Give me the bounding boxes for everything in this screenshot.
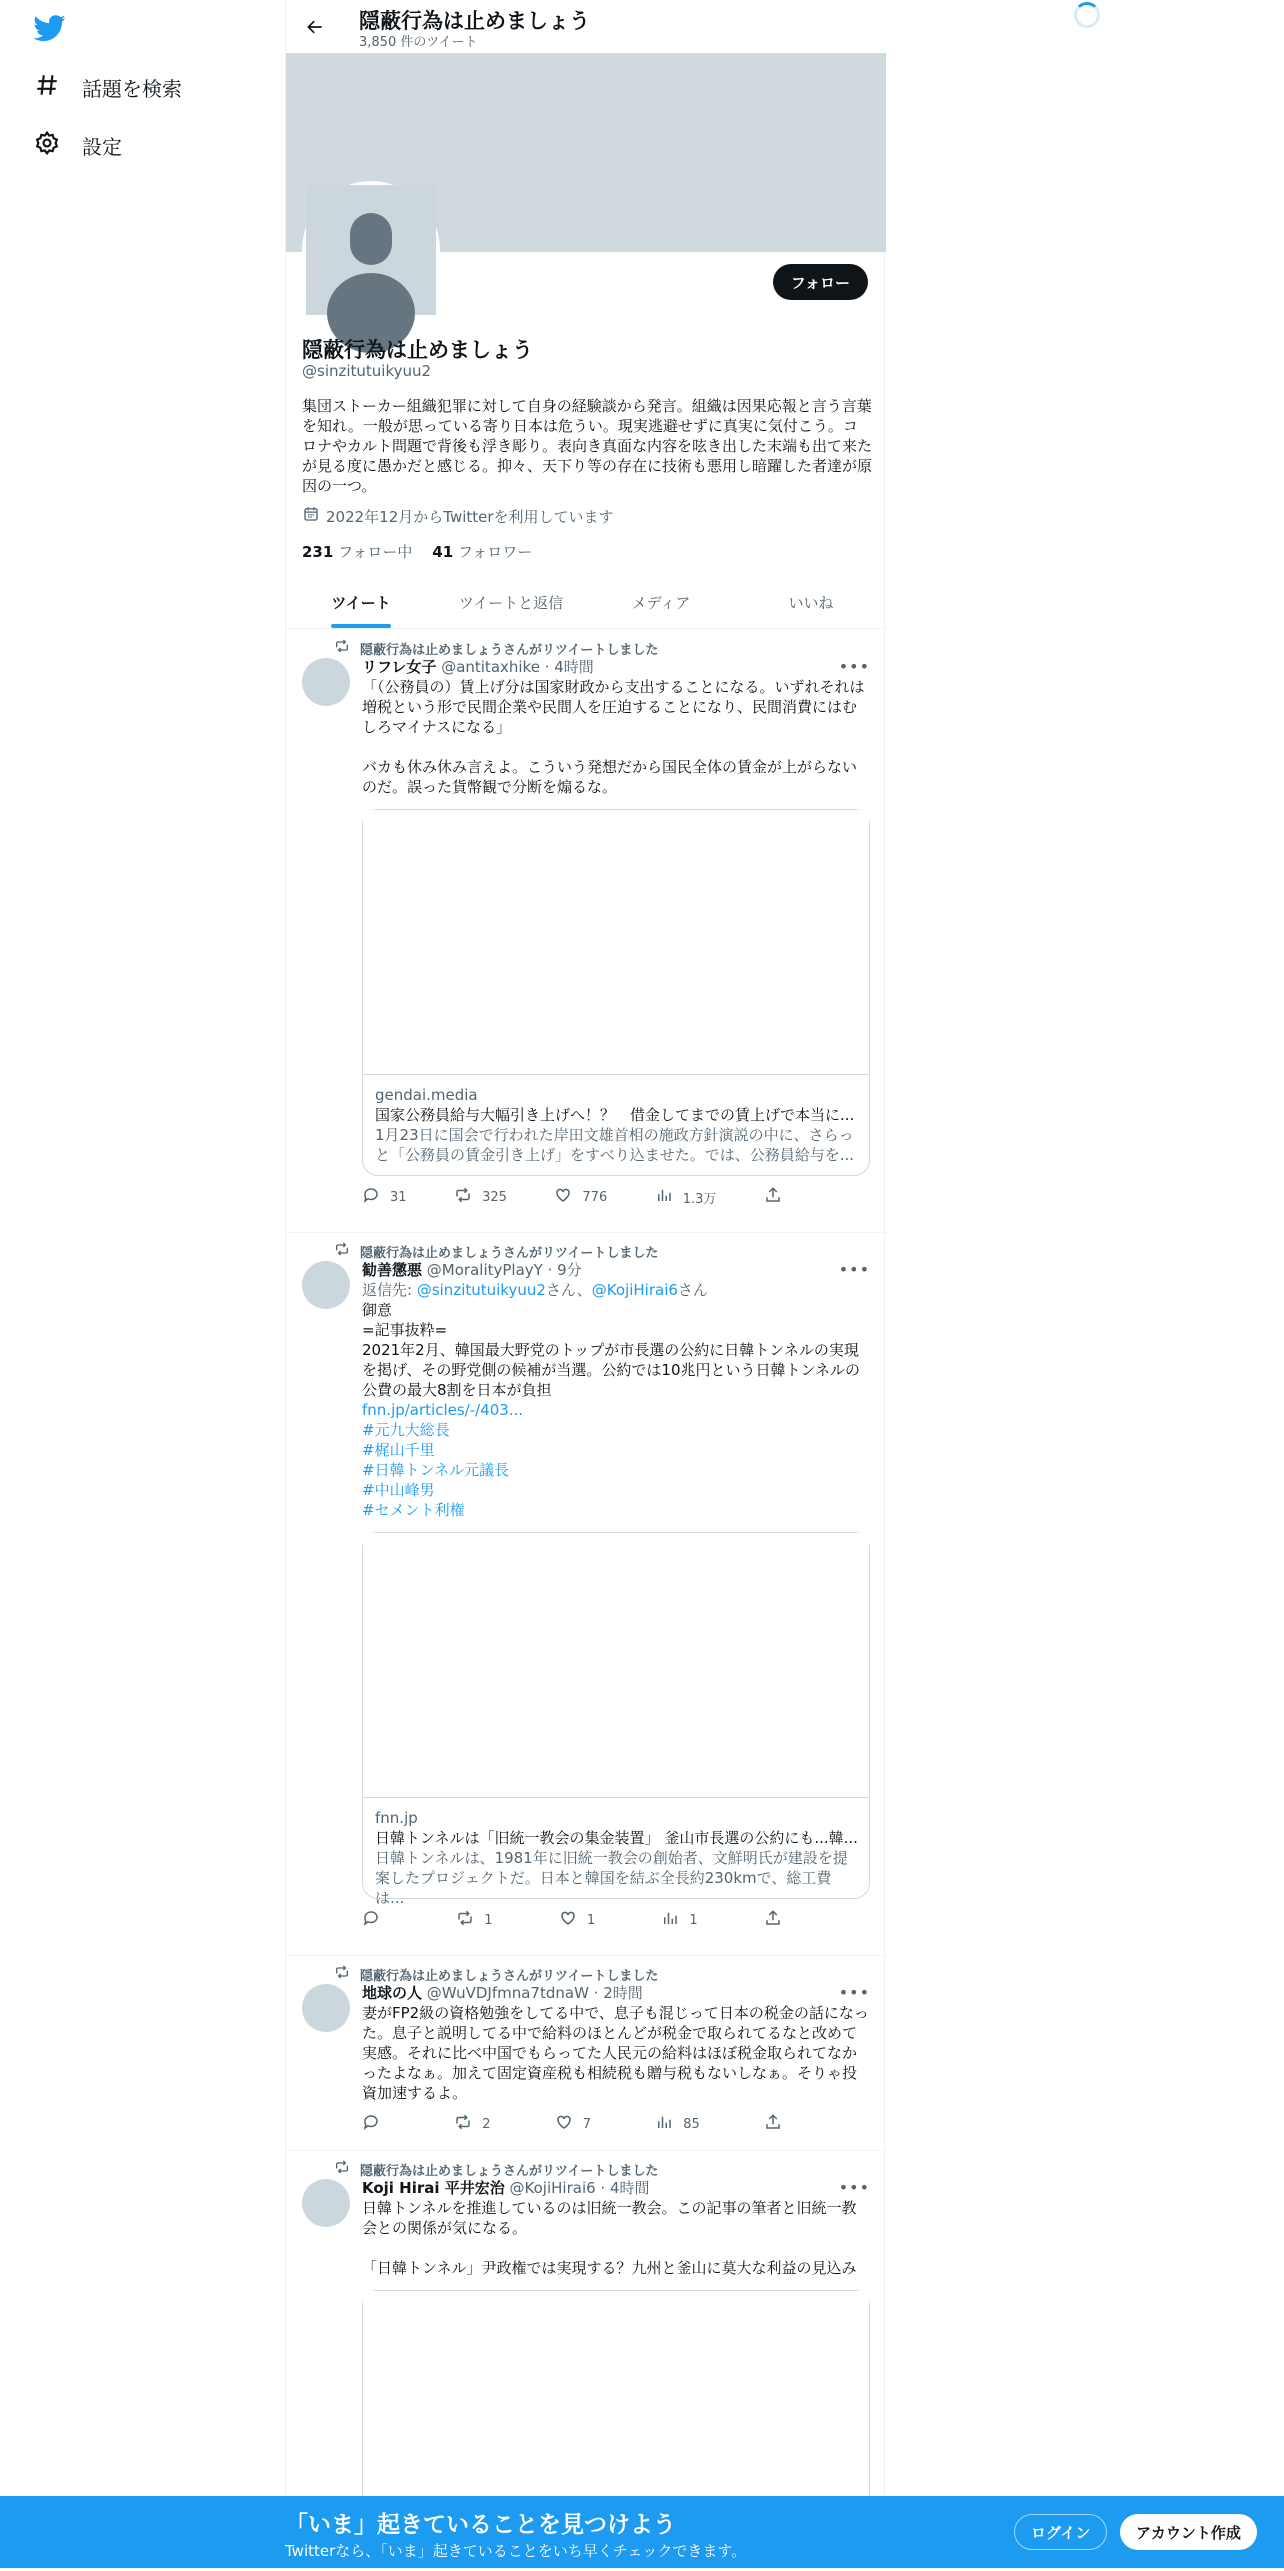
retweet-icon [334,2159,350,2179]
hashtag-icon [34,72,60,103]
tweet-actions [362,1186,782,1208]
tab-tweets[interactable]: ツイート [286,576,436,628]
retweet-icon [456,1909,474,1931]
retweet-icon [454,1186,472,1208]
like-button[interactable] [559,1909,595,1931]
views-button[interactable] [661,1909,697,1931]
retweet-context-label: 隠蔽行為は止めましょうさんがリツイートしました [360,1968,659,1984]
profile-bio: 集団ストーカー組織犯罪に対して自身の経験談から発言。組織は因果応報と言う言葉を知れ。一般が思っている寄り日本は危うい。現実逃避せずに真実に気付こう。コロナやカルト問題で背後も浮き彫り。表向き真面な内容を呟き出した末端も出て来たが見る度に愚かだと感じる。抑々、天下り等の存在に技術も悪用し暗躍した者達が原因の一つ。 [302,397,873,495]
mention-link[interactable]: @KojiHirai6 [591,1281,678,1299]
views-chart-icon [661,1909,679,1931]
tweet-header [362,2178,870,2198]
signup-prompt-subtitle: Twitterなら、「いま」起きていることをいち早くチェックできます。 [285,2542,747,2560]
reply-button[interactable] [362,2113,390,2135]
retweet-context [334,2159,658,2179]
main-column [285,0,885,2568]
nav-explore[interactable] [34,67,182,107]
nav-settings-label: 設定 [82,134,122,159]
avatar[interactable] [302,2179,350,2227]
gear-icon [34,130,60,161]
tweet-text: 妻がFP2級の資格勉強をしてる中で、息子も混じって日本の税金の話になった。息子と説明してる中で給料のほとんどが税金で取られてるなと改めて実感。それに比べ中国でもらってた人民元の給料はほぼ税金取られてなかったよなぁ。加えて固定資産税も相続税も贈与税もないしなぁ。そりゃ投資加速するよ。 [362,2004,869,2102]
profile-tabs [286,576,886,629]
link-card[interactable] [362,809,870,1176]
card-description: 日韓トンネルは、1981年に旧統一教会の創始者、文鮮明氏が建設を提案したプロジェクトだ。日本と韓国を結ぶ全長約230kmで、総工費は... [375,1849,848,1907]
following-count: 231 [302,543,334,561]
signup-prompt-title: 「いま」起きていることを見つけよう [285,2512,676,2538]
heart-icon [559,1909,577,1931]
tab-media[interactable]: メディア [631,593,691,612]
views-chart-icon [655,2113,673,2135]
share-button[interactable] [764,2113,782,2135]
reply-button[interactable] [362,1909,390,1931]
retweet-context [334,638,658,658]
left-sidebar [0,0,286,2568]
hashtag-link[interactable]: #元九大総長 [362,1421,450,1439]
views-count: 85 [683,2116,700,2132]
link-card[interactable] [362,1532,870,1907]
views-chart-icon [655,1186,673,1208]
tweet-header [362,657,870,677]
tweet-text: 御意 =記事抜粋= 2021年2月、韓国最大野党のトップが市長選の公約に日韓トンネルの実現を掲げ、その野党側の候補が当選。公約では10兆円という日韓トンネルの公費の最大8割を日本が負担 [362,1301,861,1399]
retweet-context [334,1241,658,1261]
card-info [363,1798,869,1907]
tweet-url-link[interactable]: fnn.jp/articles/-/403... [362,1401,524,1419]
retweet-icon [334,1241,350,1261]
profile-header-bar [286,0,886,53]
nav-explore-label: 話題を検索 [82,76,182,101]
signup-button[interactable]: アカウント作成 [1120,2514,1257,2550]
retweet-icon [334,1964,350,1984]
profile-avatar[interactable] [302,181,440,319]
profile-name: 隠蔽行為は止めましょう [302,338,533,362]
hashtag-link[interactable]: #中山峰男 [362,1481,435,1499]
tweet-text: 日韓トンネルを推進しているのは旧統一教会。この記事の筆者と旧統一教会との関係が気になる。 「日韓トンネル」尹政権では実現する？九州と釜山に莫大な利益の見込み [362,2199,857,2277]
reply-button[interactable] [362,1186,407,1208]
card-domain: fnn.jp [375,1809,418,1827]
tweet-meta[interactable]: @antitaxhike · 4時間 [441,658,594,676]
header-name: 隠蔽行為は止めましょう [359,9,590,33]
retweet-icon [454,2113,472,2135]
retweet-count: 2 [482,2116,491,2132]
retweet-context [334,1964,658,1984]
avatar[interactable] [302,658,350,706]
tweet-header [362,1983,870,2003]
tweet[interactable] [286,1956,886,2151]
followers-label: フォロワー [458,543,533,561]
tweet-body [362,2178,870,2530]
tweet-display-name[interactable]: 勧善懲悪 [362,1261,423,1279]
share-icon [764,1909,782,1931]
avatar[interactable] [302,1261,350,1309]
link-card[interactable] [362,2290,870,2530]
joined-text: 2022年12月からTwitterを利用しています [326,507,614,526]
followers-count: 41 [432,543,454,561]
share-icon [764,2113,782,2135]
tweet-meta[interactable]: @MoralityPlayY · 9分 [426,1261,582,1279]
reply-to-suffix: さん [677,1281,708,1299]
like-count: 776 [582,1189,608,1205]
reply-to-prefix: 返信先: [362,1281,417,1299]
nav-settings[interactable] [34,125,122,165]
card-domain: gendai.media [375,1086,478,1104]
reply-to-sep: さん、 [545,1281,592,1299]
tweet-body [362,657,870,1208]
tweet-header [362,1260,870,1280]
reply-to-line [362,1280,870,1300]
tab-likes[interactable]: いいね [788,593,834,612]
tweet[interactable] [286,1233,886,1956]
tweet-meta[interactable]: @KojiHirai6 · 4時間 [509,2179,650,2197]
card-title: 日韓トンネルは「旧統一教会の集金装置」 釜山市長選の公約にも...韓... [375,1829,858,1847]
reply-icon [362,1909,380,1931]
default-avatar-icon [306,185,436,315]
views-count: 1 [689,1912,698,1928]
retweet-icon [334,638,350,658]
header-tweet-count: 3,850 件のツイート [359,35,478,50]
mention-link[interactable]: @sinzitutuikyuu2 [416,1281,546,1299]
tab-tweets-and-replies[interactable]: ツイートと返信 [458,593,564,612]
tweet-body [362,1983,870,2135]
retweet-button[interactable] [454,2113,490,2135]
followers-link[interactable] [432,541,532,562]
avatar[interactable] [302,1984,350,2032]
following-link[interactable] [302,541,412,562]
retweet-context-label: 隠蔽行為は止めましょうさんがリツイートしました [360,2163,659,2179]
more-options-icon[interactable]: ••• [838,1983,870,2002]
reply-icon [362,1186,380,1208]
tweet[interactable] [286,630,886,1233]
card-info [363,1075,869,1175]
tweet-text: 「（公務員の）賃上げ分は国家財政から支出することになる。いずれそれは増税という形で民間企業や民間人を圧迫することになり、民間消費にはむしろマイナスになる」 バカも休み休み言えよ。こういう発想だから国民全体の賃金が上がらないのだ。誤った貨幣観で分断を煽るな。 [362,678,865,796]
loading-spinner-icon [1074,2,1100,28]
reply-count: 31 [390,1189,407,1205]
more-options-icon[interactable]: ••• [838,2178,870,2197]
following-label: フォロー中 [338,543,413,561]
heart-icon [554,1186,572,1208]
hashtag-link[interactable]: #日韓トンネル元議長 [362,1461,510,1479]
calendar-icon [302,505,320,527]
tweet-display-name[interactable]: 地球の人 [362,1984,423,2002]
follow-button[interactable]: フォロー [773,264,868,300]
hashtag-link[interactable]: #セメント利権 [362,1501,465,1519]
heart-icon [555,2113,573,2135]
retweet-context-label: 隠蔽行為は止めましょうさんがリツイートしました [360,642,659,658]
tweet-actions [362,1909,782,1931]
like-count: 7 [582,2116,591,2132]
profile-handle: @sinzitutuikyuu2 [302,362,432,380]
share-button[interactable] [764,1909,782,1931]
tweet-body [362,1260,870,1931]
card-image [363,1533,869,1798]
card-image [363,810,869,1075]
retweet-button[interactable] [454,1186,507,1208]
retweet-button[interactable] [456,1909,492,1931]
like-button[interactable] [555,2113,591,2135]
tweet-display-name[interactable]: Koji Hirai 平井宏治 [362,2179,505,2197]
card-title: 国家公務員給与大幅引き上げへ！？ 借金してまでの賃上げで本当に... [375,1106,855,1124]
views-button[interactable] [655,2113,700,2135]
card-description: 1月23日に国会で行われた岸田文雄首相の施政方針演説の中に、さらっと「公務員の賃金引き上げ」をすべり込ませた。では、公務員給与を... [375,1126,855,1164]
share-icon [764,1186,782,1208]
retweet-count: 325 [482,1189,507,1205]
tweet-actions [362,2113,782,2135]
tweet-meta[interactable]: @WuVDJfmna7tdnaW · 2時間 [426,1984,643,2002]
share-button[interactable] [764,1186,782,1208]
tweet-display-name[interactable]: リフレ女子 [362,658,437,676]
like-count: 1 [586,1912,596,1928]
twitter-bird-icon[interactable] [34,12,66,44]
reply-icon [362,2113,380,2135]
views-button[interactable] [655,1186,717,1208]
retweet-count: 1 [484,1912,493,1928]
profile-stats [302,541,532,562]
back-arrow-icon[interactable] [300,12,330,42]
more-options-icon[interactable]: ••• [838,1260,870,1279]
signup-prompt-bar [0,2496,1284,2568]
like-button[interactable] [554,1186,607,1208]
more-options-icon[interactable]: ••• [838,657,870,676]
profile-joined [302,505,614,527]
retweet-context-label: 隠蔽行為は止めましょうさんがリツイートしました [360,1245,659,1261]
hashtag-link[interactable]: #梶山千里 [362,1441,435,1459]
views-count: 1.3万 [682,1191,717,1207]
login-button[interactable]: ログイン [1014,2514,1107,2550]
